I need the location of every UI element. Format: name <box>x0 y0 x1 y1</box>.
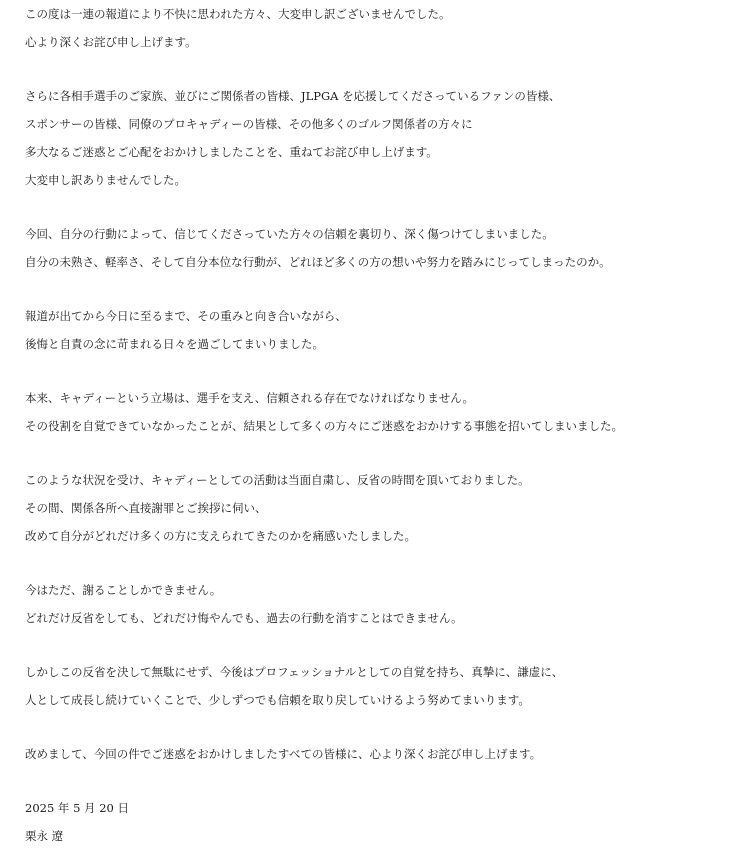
letter-line: このような状況を受け、キャディーとしての活動は当面自粛し、反省の時間を頂いておりました。 <box>25 473 530 487</box>
letter-line: 心より深くお詫び申し上げます。 <box>25 35 197 49</box>
letter-line: 自分の未熟さ、軽率さ、そして自分本位な行動が、どれほど多くの方の想いや努力を踏みにじってしまったのか。 <box>25 255 611 269</box>
letter-line: 報道が出てから今日に至るまで、その重みと向き合いながら、 <box>25 309 347 323</box>
letter-line: 多大なるご迷惑とご心配をおかけしましたことを、重ねてお詫び申し上げます。 <box>25 145 438 159</box>
letter-line: その間、関係各所へ直接謝罪とご挨拶に伺い、 <box>25 501 267 515</box>
letter-signature: 栗永 遼 <box>25 829 64 843</box>
letter-line: 人として成長し続けていくことで、少しずつでも信頼を取り戻していけるよう努めてまいります。 <box>25 693 530 707</box>
letter-line: 改めて自分がどれだけ多くの方に支えられてきたのかを痛感いたしました。 <box>25 529 416 543</box>
letter-line: 改めまして、今回の件でご迷惑をおかけしましたすべての皆様に、心より深くお詫び申し上げます。 <box>25 747 542 761</box>
letter-line: 後悔と自責の念に苛まれる日々を過ごしてまいりました。 <box>25 337 324 351</box>
letter-line: 今はただ、謝ることしかできません。 <box>25 583 222 597</box>
letter-line: 本来、キャディーという立場は、選手を支え、信頼される存在でなければなりません。 <box>25 391 474 405</box>
letter-line: スポンサーの皆様、同僚のプロキャディーの皆様、その他多くのゴルフ関係者の方々に <box>25 117 473 131</box>
letter-date: 2025 年 5 月 20 日 <box>25 801 129 815</box>
letter-line: さらに各相手選手のご家族、並びにご関係者の皆様、JLPGA を応援してくださっているファンの皆様、 <box>25 89 561 103</box>
letter-line: しかしこの反省を決して無駄にせず、今後はプロフェッショナルとしての自覚を持ち、真摯に、謙虚に、 <box>25 665 564 679</box>
letter-line: この度は一連の報道により不快に思われた方々、大変申し訳ございませんでした。 <box>25 7 451 21</box>
letter-line: 大変申し訳ありませんでした。 <box>25 173 186 187</box>
letter-line: その役割を自覚できていなかったことが、結果として多くの方々にご迷惑をおかけする事態を招いてしまいました。 <box>25 419 623 433</box>
letter-line: 今回、自分の行動によって、信じてくださっていた方々の信頼を裏切り、深く傷つけてしまいました。 <box>25 227 554 241</box>
letter-line: どれだけ反省をしても、どれだけ悔やんでも、過去の行動を消すことはできません。 <box>25 611 463 625</box>
